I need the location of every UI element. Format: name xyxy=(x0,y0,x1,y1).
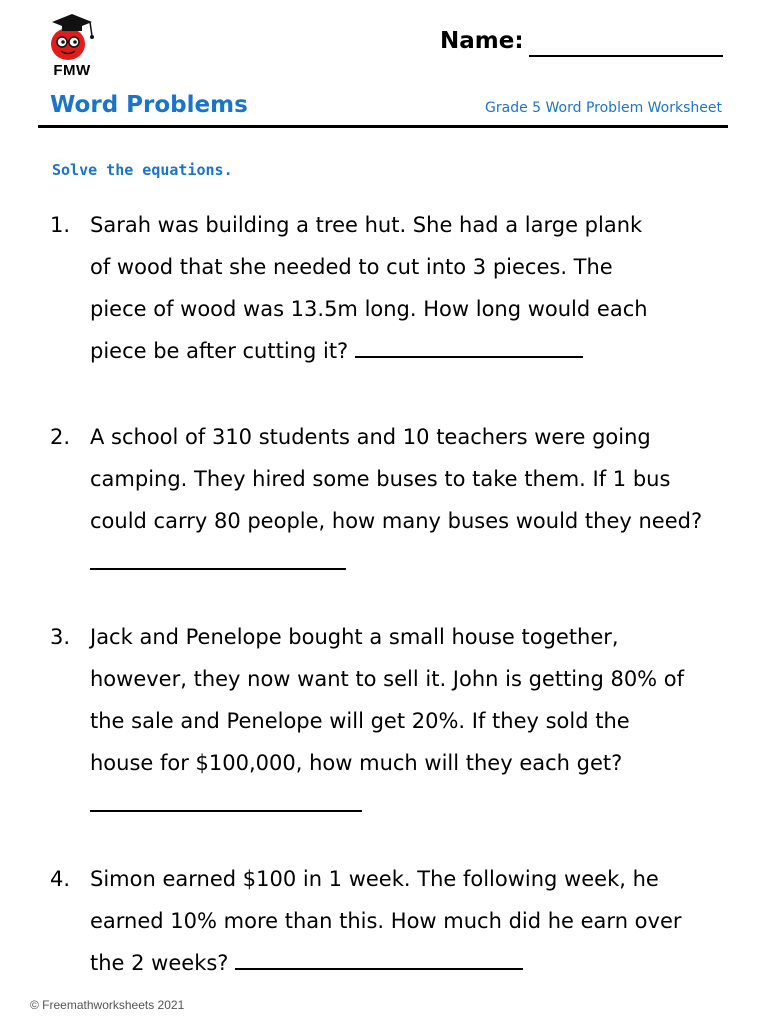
problem-text xyxy=(90,204,740,372)
problem-line: piece of wood was 13.5m long. How long would each xyxy=(90,297,648,321)
problem-line: A school of 310 students and 10 teachers were going xyxy=(90,425,651,449)
problem-text xyxy=(90,416,740,584)
problem-number: 2. xyxy=(50,425,71,449)
problem-line: camping. They hired some buses to take them. If 1 bus xyxy=(90,467,671,491)
problem-line: Simon earned $100 in 1 week. The following week, he xyxy=(90,867,659,891)
problem-line: the 2 weeks? xyxy=(90,951,229,975)
apple-mascot-icon xyxy=(40,10,104,62)
answer-blank[interactable] xyxy=(235,946,523,970)
answer-blank[interactable] xyxy=(90,546,346,570)
problem-line: could carry 80 people, how many buses would they need? xyxy=(90,509,703,533)
problem-1 xyxy=(50,204,740,372)
problem-2 xyxy=(50,416,740,584)
name-answer-line[interactable] xyxy=(529,55,723,57)
problem-line: house for $100,000, how much will they each get? xyxy=(90,751,623,775)
worksheet-subtitle: Grade 5 Word Problem Worksheet xyxy=(485,100,722,116)
problem-text xyxy=(90,858,740,984)
problem-line: Jack and Penelope bought a small house together, xyxy=(90,625,619,649)
name-label: Name: xyxy=(440,28,524,54)
fmw-logo xyxy=(40,10,104,82)
problem-4 xyxy=(50,858,740,984)
problem-line: piece be after cutting it? xyxy=(90,339,349,363)
problem-line: Sarah was building a tree hut. She had a large plank xyxy=(90,213,643,237)
problem-line: the sale and Penelope will get 20%. If they sold the xyxy=(90,709,630,733)
copyright-footer: © Freemathworksheets 2021 xyxy=(30,998,185,1012)
logo-text: FMW xyxy=(53,62,91,79)
problem-number: 1. xyxy=(50,213,71,237)
answer-blank[interactable] xyxy=(355,334,583,358)
header-divider xyxy=(38,125,728,128)
problem-line: however, they now want to sell it. John is getting 80% of xyxy=(90,667,685,691)
problem-number: 4. xyxy=(50,867,71,891)
problem-line: of wood that she needed to cut into 3 pieces. The xyxy=(90,255,613,279)
answer-blank[interactable] xyxy=(90,788,362,812)
instructions: Solve the equations. xyxy=(52,161,233,179)
problem-text xyxy=(90,616,740,826)
problem-line: earned 10% more than this. How much did he earn over xyxy=(90,909,682,933)
problem-number: 3. xyxy=(50,625,71,649)
problem-3 xyxy=(50,616,740,826)
page-title: Word Problems xyxy=(50,92,248,118)
